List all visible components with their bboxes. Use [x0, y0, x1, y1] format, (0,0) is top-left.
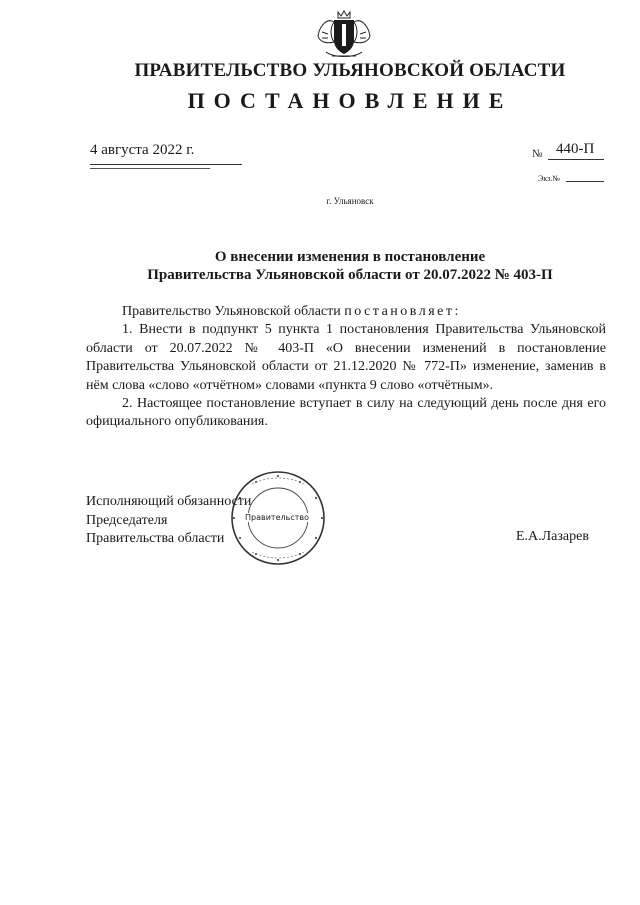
- signatory-line-3: Правительства области: [86, 531, 225, 546]
- seal-text: Правительство: [245, 513, 309, 522]
- number-underline: [548, 159, 604, 160]
- signatory-name: Е.А.Лазарев: [516, 529, 589, 544]
- signatory-line-1: Исполняющий обязанности: [86, 494, 252, 509]
- preamble-text: Правительство Ульяновской области: [122, 304, 345, 319]
- signatory-title: [86, 493, 251, 549]
- number-label: №: [532, 148, 543, 160]
- preamble: [86, 303, 606, 321]
- document-number: 440-П: [556, 141, 595, 157]
- preamble-verb: постановляет:: [344, 304, 461, 319]
- heading-line-2: Правительства Ульяновской области от 20.07.2022 № 403-П: [147, 267, 553, 283]
- copy-number-underline: [566, 181, 604, 182]
- document-heading: [0, 248, 640, 284]
- clause-1: 1. Внести в подпункт 5 пункта 1 постановления Правительства Ульяновской области от 20.07.2022 № 403-П «О внесении изменений в постановление Правительства Ульяновской области от 21.12.2020 № 772-П» изменение, заменив в нём слова «слово «отчётном» словами «пункта 9 слово «отчётным».: [86, 322, 606, 393]
- signatory-line-2: Председателя: [86, 512, 168, 528]
- document-type: ПОСТАНОВЛЕНИЕ: [187, 88, 513, 113]
- document-date: 4 августа 2022 г.: [90, 142, 195, 158]
- clause-2: 2. Настоящее постановление вступает в силу на следующий день после дня его официального опубликования.: [86, 396, 606, 430]
- date-underline: [90, 164, 242, 165]
- heading-line-1: О внесении изменения в постановление: [214, 249, 486, 265]
- copy-number-label: Экз.№: [538, 174, 560, 183]
- government-title: ПРАВИТЕЛЬСТВО УЛЬЯНОВСКОЙ ОБЛАСТИ: [134, 60, 566, 81]
- document-body: [86, 303, 606, 432]
- city-label: г. Ульяновск: [326, 196, 374, 206]
- date-underline-secondary: [90, 168, 210, 169]
- coat-of-arms-icon: [312, 6, 376, 62]
